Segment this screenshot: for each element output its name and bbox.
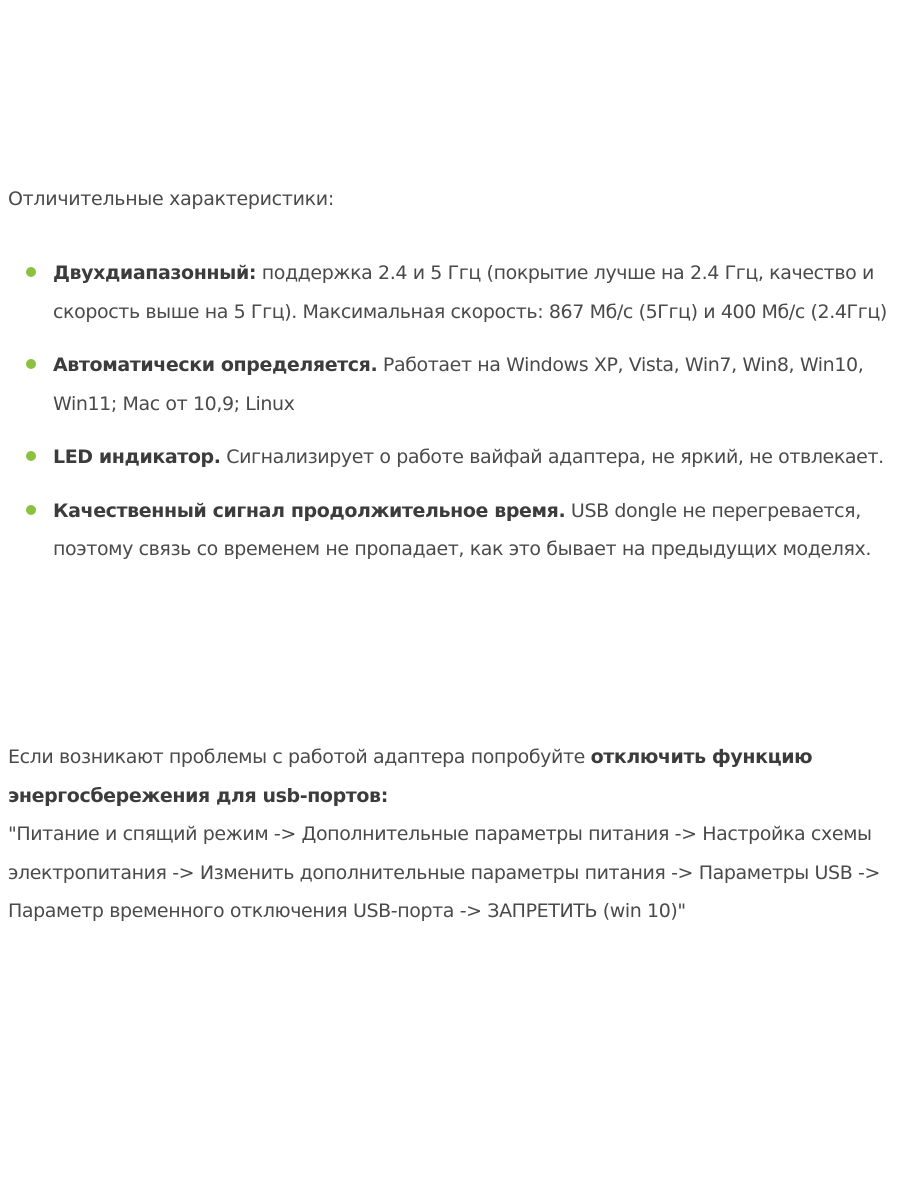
feature-description: Сигнализирует о работе вайфай адаптера, не яркий, не отвлекает. — [220, 446, 884, 468]
feature-title: LED индикатор. — [53, 446, 221, 468]
settings-path: "Питание и спящий режим -> Дополнительные параметры питания -> Настройка схемы электропитания -> Изменить дополнительные параметры питания -> Параметры USB -> Параметр временного отключения USB-порта -> ЗАПРЕТИТЬ (win 10)" — [8, 823, 880, 922]
feature-item-led — [0, 438, 900, 477]
feature-description: USB dongle не перегревается, поэтому связь со временем не пропадает, как это бывает на предыдущих моделях. — [53, 499, 872, 560]
troubleshooting-highlight: отключить функцию энергосбережения для usb-портов — [8, 746, 813, 807]
feature-item-auto-detect — [0, 346, 900, 423]
feature-item-signal — [0, 492, 900, 569]
troubleshooting-prefix: Если возникают проблемы с работой адаптера попробуйте — [8, 746, 591, 768]
feature-title: Качественный сигнал продолжительное время. — [53, 499, 566, 522]
feature-item-dual-band — [0, 254, 900, 331]
feature-title: Автоматически определяется. — [53, 354, 378, 376]
bullet-icon — [26, 359, 36, 369]
bullet-icon — [26, 267, 36, 277]
section-heading: Отличительные характеристики: — [8, 188, 334, 210]
troubleshooting-note — [8, 738, 893, 931]
bullet-icon — [26, 505, 36, 515]
feature-description: Работает на Windows XP, Vista, Win7, Win8, Win10, Win11; Mac от 10,9; Linux — [53, 354, 864, 415]
feature-title: Двухдиапазонный: — [53, 262, 257, 284]
bullet-icon — [26, 451, 36, 461]
feature-description: поддержка 2.4 и 5 Ггц (покрытие лучше на 2.4 Ггц, качество и скорость выше на 5 Ггц). Максимальная скорость: 867 Мб/с (5Ггц) и 400 Мб/с (2.4Ггц) — [53, 262, 887, 323]
troubleshooting-text — [8, 738, 893, 815]
troubleshooting-suffix: : — [380, 784, 388, 807]
feature-list — [0, 254, 900, 584]
